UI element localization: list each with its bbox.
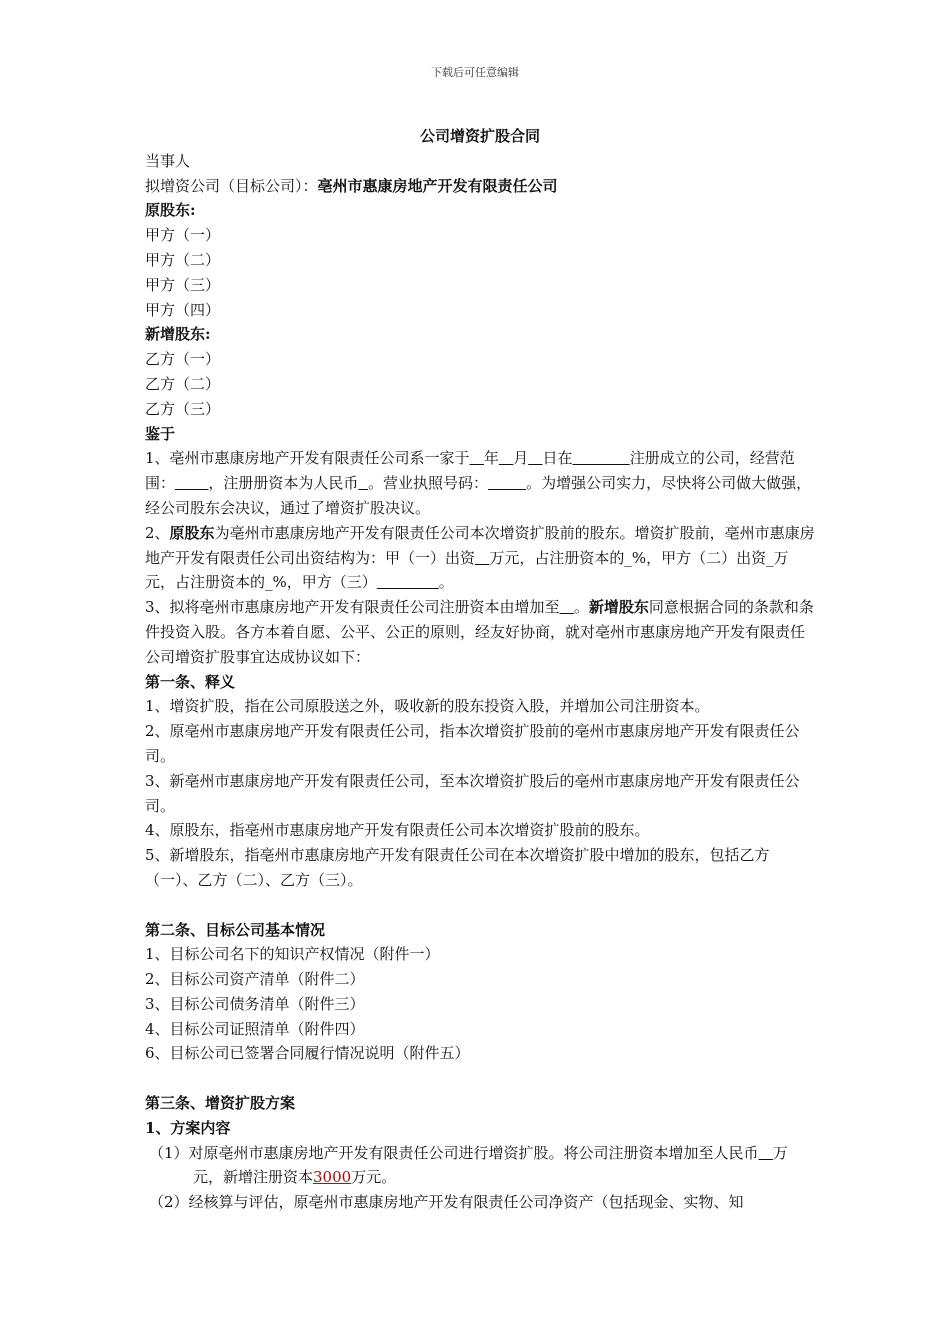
article-2-title: 第二条、目标公司基本情况 [145, 920, 326, 939]
w2-text-c: 为亳州市惠康房地产开发有限责任公司本次增资扩股前的股东。增资扩股前，亳州市惠康房地产开发有限责任公司出资结构为：甲（一）出资 [145, 523, 815, 567]
party-a-3: 甲方（三） [145, 275, 221, 294]
new-shareholders-label: 新增股东: [145, 325, 211, 344]
party-a-1: 甲方（一） [145, 226, 221, 245]
article-2-item-4: 4、目标公司证照清单（附件四） [145, 1019, 365, 1038]
blank-month [499, 449, 513, 467]
blank-place [573, 449, 630, 467]
w2-text-a: 2、 [145, 523, 170, 542]
article-2-item-2: 2、目标公司资产清单（附件二） [145, 970, 365, 989]
w1-text-a: 1、亳州市惠康房地产开发有限责任公司系一家于 [145, 449, 470, 468]
w3-text-b: 。 [573, 598, 589, 617]
article-2-item-3: 3、目标公司债务清单（附件三） [145, 994, 365, 1013]
w2-original-shareholders: 原股东 [169, 523, 215, 542]
article-1-title: 第一条、释义 [145, 672, 236, 691]
w3-text-a: 3、拟将亳州市惠康房地产开发有限责任公司注册资本由增加至 [145, 598, 560, 617]
party-a-2: 甲方（二） [145, 250, 221, 269]
article-1-item-5: 5、新增股东，指亳州市惠康房地产开发有限责任公司在本次增资扩股中增加的股东，包括乙方（一）、乙方（二）、乙方（三）。 [145, 846, 770, 889]
original-shareholders-label: 原股东: [145, 201, 196, 220]
w1-text-g: 。营业执照号码： [367, 474, 488, 493]
whereas-clause-1 [145, 446, 815, 520]
blank-party3 [377, 573, 439, 591]
plan-item-1 [145, 1141, 815, 1191]
plan-item-2: （2）经核算与评估，原亳州市惠康房地产开发有限责任公司净资产（包括现金、实物、知 [149, 1193, 744, 1212]
w1-text-f: ，注册册资本为人民币 [208, 474, 359, 493]
party-b-3: 乙方（三） [145, 399, 221, 418]
article-1-item-1: 1、增资扩股，指在公司原股送之外，吸收新的股东投资入股，并增加公司注册资本。 [145, 697, 710, 716]
w3-new-shareholders: 新增股东 [588, 598, 649, 617]
target-company-line [145, 174, 815, 199]
blank-contribution [475, 549, 489, 567]
spacer [145, 893, 815, 918]
page-header-note: 下载后可任意编辑 [431, 66, 519, 79]
blank-year [470, 449, 484, 467]
w1-text-e: 注册成立的公司，经营范围： [145, 449, 795, 493]
spacer [145, 1066, 815, 1091]
plan1-text-c: 万元。 [351, 1168, 397, 1187]
contract-body [145, 124, 815, 1215]
party-a-4: 甲方（四） [145, 300, 221, 319]
target-company-label: 拟增资公司（目标公司）： [145, 176, 318, 195]
w1-text-h: 。为增强公司实力，尽快将公司做大做强，经公司股东会决议，通过了增资扩股决议。 [145, 474, 812, 517]
w2-text-e: 。 [438, 573, 454, 592]
plan1-text-b: 万元，新增注册资本 [193, 1143, 788, 1187]
new-capital-amount: 3000 [313, 1168, 352, 1187]
blank-day [528, 449, 542, 467]
blank-scope [175, 474, 208, 492]
w1-text-b: 年 [483, 449, 499, 468]
party-b-1: 乙方（一） [145, 350, 221, 369]
whereas-clause-2 [145, 521, 815, 595]
article-1-item-3: 3、新亳州市惠康房地产开发有限责任公司，至本次增资扩股后的亳州市惠康房地产开发有限责任公司。 [145, 771, 800, 815]
article-1-item-2: 2、原亳州市惠康房地产开发有限责任公司，指本次增资扩股前的亳州市惠康房地产开发有限责任公司。 [145, 722, 800, 765]
article-1-item-4: 4、原股东，指亳州市惠康房地产开发有限责任公司本次增资扩股前的股东。 [145, 821, 650, 840]
whereas-label: 鉴于 [145, 424, 176, 443]
target-company-name: 亳州市惠康房地产开发有限责任公司 [317, 176, 558, 195]
article-3-title: 第三条、增资扩股方案 [145, 1094, 296, 1113]
article-2-item-5: 6、目标公司已签署合同履行情况说明（附件五） [145, 1044, 470, 1063]
blank-license [488, 474, 526, 492]
blank-new-capital [560, 598, 574, 616]
article-2-item-1: 1、目标公司名下的知识产权情况（附件一） [145, 945, 440, 964]
parties-label: 当事人 [145, 151, 191, 170]
whereas-clause-3 [145, 595, 815, 669]
party-b-2: 乙方（二） [145, 374, 221, 393]
document-title: 公司增资扩股合同 [419, 127, 540, 145]
plan1-text-a: （1）对原亳州市惠康房地产开发有限责任公司进行增资扩股。将公司注册资本增加至人民币 [149, 1143, 759, 1162]
w1-text-c: 月 [513, 449, 529, 468]
w1-text-d: 日在 [542, 449, 573, 468]
w3-text-d: 同意根据合同的条款和条件投资入股。各方本着自愿、公平、公正的原则，经友好协商，就对亳州市惠康房地产开发有限责任公司增资扩股事宜达成协议如下： [145, 598, 814, 666]
article-3-subheading: 1、方案内容 [145, 1118, 231, 1137]
blank-capital [358, 474, 368, 492]
blank-total-capital [759, 1144, 773, 1162]
w2-text-d: 万元，占注册资本的_%，甲方（二）出资_万元，占注册资本的_%，甲方（三） [145, 548, 789, 592]
